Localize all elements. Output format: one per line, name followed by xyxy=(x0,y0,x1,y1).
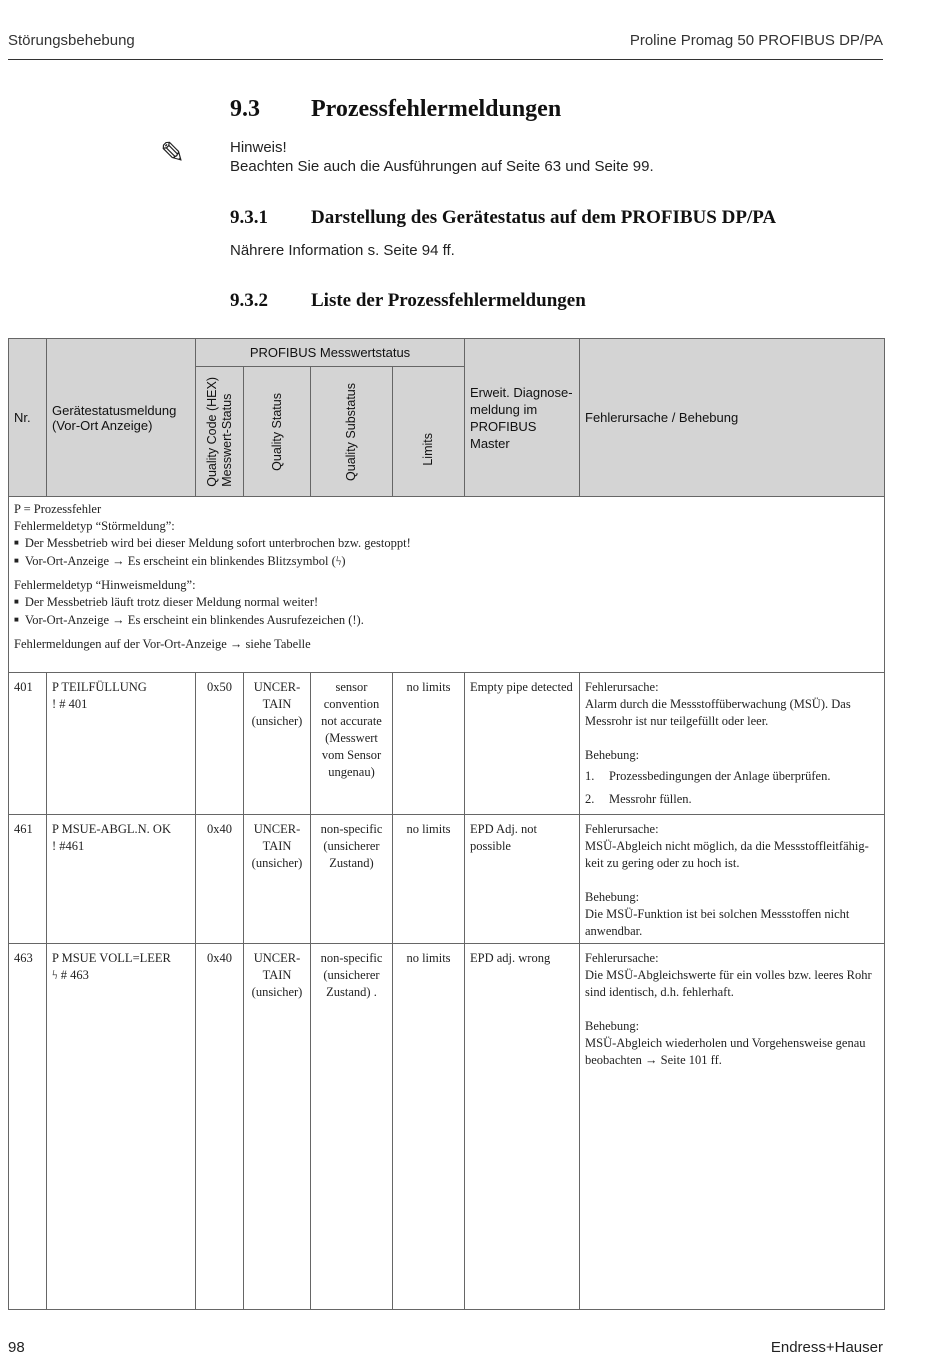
header-erweit: Erweit. Diagnose-meldung im PROFIBUS Master xyxy=(465,339,580,497)
section-heading-9-3-1 xyxy=(230,207,776,229)
header-quality-code-line2: Messwert-Status xyxy=(219,393,234,487)
section-title: Prozessfehlermeldungen xyxy=(311,96,562,122)
cell-quality-substatus: sensor convention not accurate (Messwert vom Sensor ungenau) xyxy=(311,673,393,815)
section-number: 9.3.1 xyxy=(230,207,268,228)
section-title: Liste der Prozessfehlermeldungen xyxy=(311,290,586,311)
footer-brand: Endress+Hauser xyxy=(770,1339,883,1356)
cell-limits: no limits xyxy=(393,815,465,944)
header-quality-substatus: Quality Substatus xyxy=(311,367,393,497)
cell-quality-code: 0x50 xyxy=(196,673,244,815)
table-intro xyxy=(9,497,885,673)
cell-diagnose: EPD Adj. not possible xyxy=(465,815,580,944)
cell-fehlerursache: Fehlerursache: Die MSÜ-Abgleichswerte für ein volles bzw. leeres Rohr sind identisch, d.h. fehlerhaft. Behebung: MSÜ-Abgleich wiederholen und Vorgehensweise genau beobachten → Seite 101 ff. xyxy=(580,944,885,1310)
header-quality-status: Quality Status xyxy=(244,367,311,497)
cell-fehlerursache: Fehlerursache: Alarm durch die Messstoffüberwachung (MSÜ). Das Messrohr ist nur teilgefüllt oder leer. Behebung: 1. Prozessbedingungen der Anlage überprüfen. 2. Messrohr füllen. xyxy=(580,673,885,815)
cell-diagnose: EPD adj. wrong xyxy=(465,944,580,1310)
cell-diagnose: Empty pipe detected xyxy=(465,673,580,815)
running-header-chapter: Störungsbehebung xyxy=(8,32,135,49)
intro-bullet: ■ Vor-Ort-Anzeige → Es erscheint ein blinkendes Blitzsymbol (ϟ) xyxy=(14,553,879,571)
intro-bullet: ■ Der Messbetrieb wird bei dieser Meldung sofort unterbrochen bzw. gestoppt! xyxy=(14,535,879,553)
section-number: 9.3 xyxy=(230,96,260,122)
intro-bullet: ■ Der Messbetrieb läuft trotz dieser Meldung normal weiter! xyxy=(14,594,879,612)
cell-quality-substatus: non-specific (unsicherer Zustand) xyxy=(311,815,393,944)
cell-nr: 463 xyxy=(9,944,47,1310)
process-error-table xyxy=(8,338,884,1310)
cell-quality-code: 0x40 xyxy=(196,944,244,1310)
note-text: Beachten Sie auch die Ausführungen auf Seite 63 und Seite 99. xyxy=(230,158,654,175)
cell-meldung: P MSUE VOLL=LEER ϟ # 463 xyxy=(47,944,196,1310)
intro-line: Fehlermeldetyp “Hinweismeldung”: xyxy=(14,578,196,592)
cell-quality-status: UNCER-TAIN (unsicher) xyxy=(244,944,311,1310)
cell-fehlerursache: Fehlerursache: MSÜ-Abgleich nicht möglich, da die Messstoffleitfähig-keit zu gering oder zu hoch ist. Behebung: Die MSÜ-Funktion ist bei solchen Messstoffen nicht anwendbar. xyxy=(580,815,885,944)
cell-quality-code: 0x40 xyxy=(196,815,244,944)
list-item: 1. Prozessbedingungen der Anlage überprüfen. xyxy=(585,769,831,783)
header-quality-code-line1: Quality Code (HEX) xyxy=(204,376,219,487)
section-text: Nährere Information s. Seite 94 ff. xyxy=(230,242,455,259)
header-nr: Nr. xyxy=(9,339,47,497)
cell-quality-status: UNCER-TAIN (unsicher) xyxy=(244,673,311,815)
intro-line: P = Prozessfehler xyxy=(14,502,102,516)
header-meldung xyxy=(47,339,196,497)
running-header-product: Proline Promag 50 PROFIBUS DP/PA xyxy=(629,32,883,49)
cell-quality-status: UNCER-TAIN (unsicher) xyxy=(244,815,311,944)
pencil-icon: ✎ xyxy=(160,137,186,170)
header-limits: Limits xyxy=(393,367,465,497)
cell-limits: no limits xyxy=(393,944,465,1310)
section-heading-9-3-2 xyxy=(230,290,586,312)
list-item: 2. Messrohr füllen. xyxy=(585,792,692,806)
cell-nr: 461 xyxy=(9,815,47,944)
section-title: Darstellung des Gerätestatus auf dem PROFIBUS DP/PA xyxy=(311,207,777,228)
table-row xyxy=(9,673,885,815)
header-profibus-group: PROFIBUS Messwertstatus xyxy=(196,339,465,367)
header-meldung-line1: Gerätestatusmeldung xyxy=(52,402,177,418)
cell-nr: 401 xyxy=(9,673,47,815)
cell-meldung: P MSUE-ABGL.N. OK ! #461 xyxy=(47,815,196,944)
header-quality-code xyxy=(196,367,244,497)
intro-bullet: ■ Vor-Ort-Anzeige → Es erscheint ein blinkendes Ausrufezeichen (!). xyxy=(14,612,879,630)
intro-line: Fehlermeldungen auf der Vor-Ort-Anzeige → siehe Tabelle xyxy=(14,637,311,651)
intro-line: Fehlermeldetyp “Störmeldung”: xyxy=(14,519,175,533)
cell-quality-substatus: non-specific (unsicherer Zustand) . xyxy=(311,944,393,1310)
table-row xyxy=(9,944,885,1310)
cell-limits: no limits xyxy=(393,673,465,815)
table-row xyxy=(9,815,885,944)
page-number: 98 xyxy=(8,1339,25,1356)
section-heading-9-3 xyxy=(230,96,561,123)
header-fehler: Fehlerursache / Behebung xyxy=(580,339,885,497)
section-number: 9.3.2 xyxy=(230,290,268,311)
cell-meldung: P TEILFÜLLUNG ! # 401 xyxy=(47,673,196,815)
header-rule xyxy=(8,59,883,60)
note-title: Hinweis! xyxy=(230,139,287,156)
header-meldung-line2: (Vor-Ort Anzeige) xyxy=(52,417,153,433)
